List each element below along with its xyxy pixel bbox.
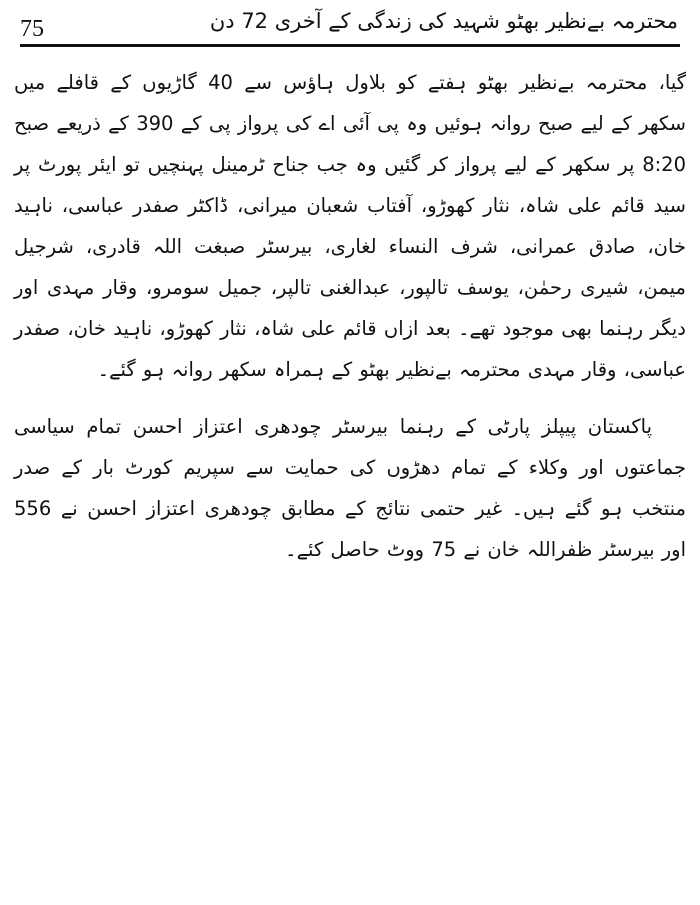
header-rule (20, 44, 680, 47)
running-title: محترمہ بےنظیر بھٹو شہید کی زندگی کے آخری 72 دن (209, 9, 678, 33)
body-text (14, 62, 686, 570)
paragraph-2 (14, 406, 686, 570)
page-header (10, 4, 690, 44)
paragraph-1: گیا، محترمہ بےنظیر بھٹو ہفتے کو بلاول ہاؤس سے 40 گاڑیوں کے قافلے میں سکھر کے لیے صبح روانہ ہوئیں وہ پی آئی اے کی پرواز پی کے 390 کے ذریعے صبح 8:20 پر سکھر کے لیے پرواز کر گئیں وہ جب جناح ٹرمینل پہنچیں تو ایئر پورٹ پر سید قائم علی شاہ، نثار کھوڑو، آفتاب شعبان میرانی، ڈاکٹر صفدر عباسی، ناہید خان، صادق عمرانی، شرف النساء لغاری، بیرسٹر صبغت اللہ قادری، شرجیل میمن، شیری رحمٰن، یوسف تالپور، عبدالغنی تالپر، جمیل سومرو، وقار مہدی اور دیگر رہنما بھی موجود تھے۔ بعد ازاں قائم علی شاہ، نثار کھوڑو، ناہید خان، صفدر عباسی، وقار مہدی محترمہ بےنظیر بھٹو کے ہمراہ سکھر روانہ ہو گئے۔ (14, 71, 686, 381)
paragraph-2-text: پاکستان پیپلز پارٹی کے رہنما بیرسٹر چودھری اعتزاز احسن تمام سیاسی جماعتوں اور وکلاء کے تمام دھڑوں کی حمایت سے سپریم کورٹ بار کے صدر منتخب ہو گئے ہیں۔ غیر حتمی نتائج کے مطابق چودھری اعتزاز احسن نے 556 اور بیرسٹر ظفراللہ خان نے 75 ووٹ حاصل کئے۔ (14, 415, 686, 561)
page-number: 75 (20, 16, 44, 42)
